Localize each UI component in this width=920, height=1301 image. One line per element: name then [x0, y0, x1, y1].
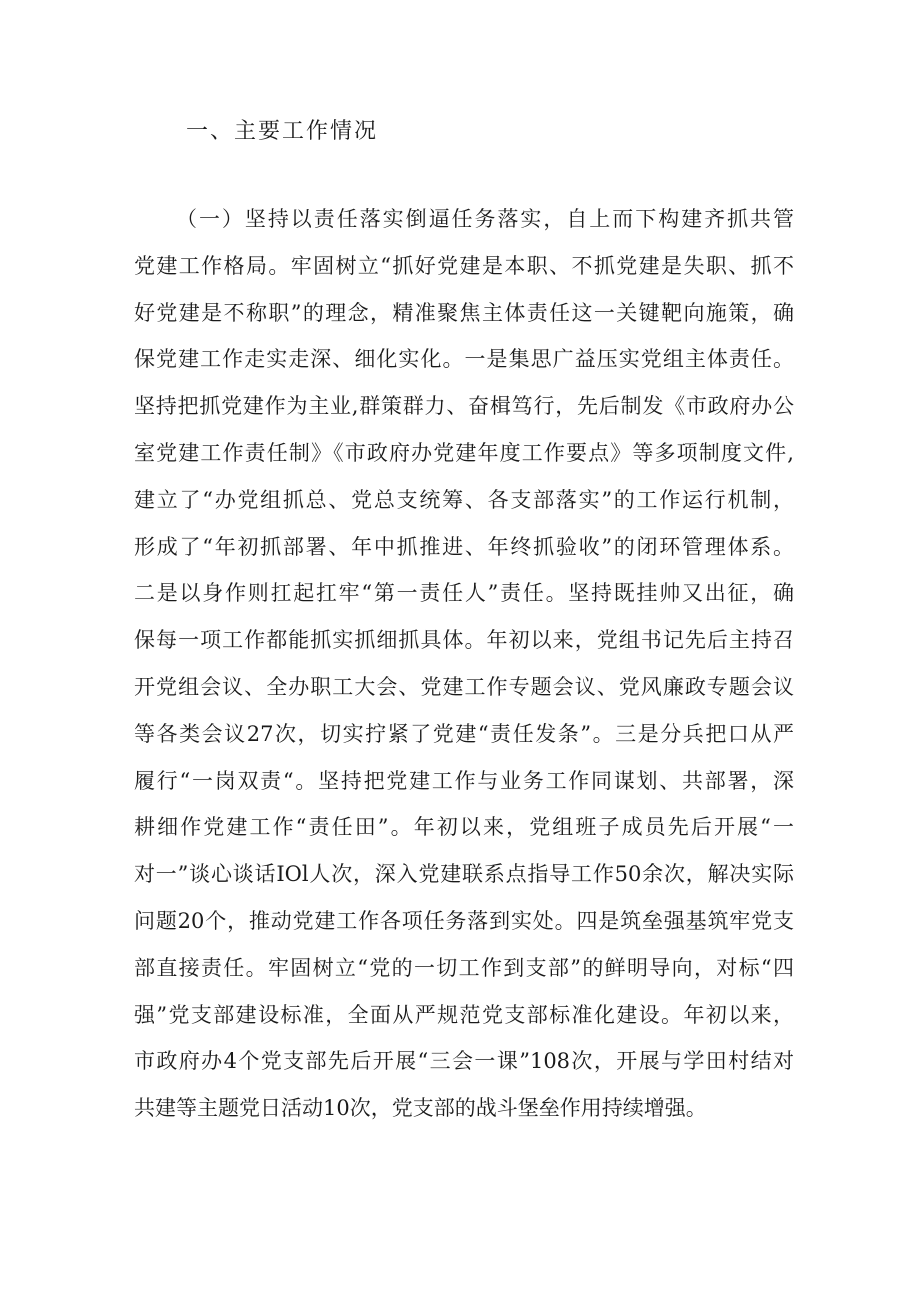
paragraph-line: 二是以身作则扛起扛牢“第一责任人”责任。坚持既挂帅又出征，确: [134, 581, 794, 606]
paragraph-line: 问题20个，推动党建工作各项任务落到实处。四是筑垒强基筑牢党支: [134, 908, 794, 933]
paragraph-line: 对一”谈心谈话IOl人次，深入党建联系点指导工作50余次，解决实际: [134, 862, 794, 887]
paragraph-line: 开党组会议、全办职工大会、党建工作专题会议、党风廉政专题会议: [134, 674, 794, 699]
paragraph-body: [134, 196, 794, 1132]
paragraph-line: 党建工作格局。牢固树立“抓好党建是本职、不抓党建是失职、抓不: [134, 253, 794, 278]
paragraph-line: 市政府办4个党支部先后开展“三会一课”108次，开展与学田村结对: [134, 1049, 794, 1074]
paragraph-line: 室党建工作责任制》《市政府办党建年度工作要点》等多项制度文件,: [134, 440, 794, 465]
paragraph-line: 坚持把抓党建作为主业,群策群力、奋楫笃行，先后制发《市政府办公: [134, 394, 794, 419]
paragraph-line: 形成了“年初抓部署、年中抓推进、年终抓验收”的闭环管理体系。: [134, 534, 794, 559]
paragraph-line: 履行“一岗双责“。坚持把党建工作与业务工作同谋划、共部署，深: [134, 768, 794, 793]
paragraph-line: 部直接责任。牢固树立“党的一切工作到支部”的鲜明导向，对标“四: [134, 955, 794, 980]
paragraph-line: 保每一项工作都能抓实抓细抓具体。年初以来，党组书记先后主持召: [134, 628, 794, 653]
paragraph-line: 强”党支部建设标准，全面从严规范党支部标准化建设。年初以来，: [134, 1002, 794, 1027]
paragraph-line: 好党建是不称职”的理念，精准聚焦主体责任这一关键靶向施策，确: [134, 300, 794, 325]
paragraph-line: 共建等主题党日活动10次，党支部的战斗堡垒作用持续增强。: [134, 1096, 707, 1121]
section-heading: 一、主要工作情况: [186, 119, 379, 144]
paragraph-line: 保党建工作走实走深、细化实化。一是集思广益压实党组主体责任。: [134, 347, 794, 372]
paragraph-line: 建立了“办党组抓总、党总支统筹、各支部落实”的工作运行机制，: [134, 487, 794, 512]
paragraph-line: （一）坚持以责任落实倒逼任务落实，自上而下构建齐抓共管: [176, 207, 794, 231]
paragraph-line: 耕细作党建工作“责任田”。年初以来，党组班子成员先后开展“一: [134, 815, 794, 840]
paragraph-line: 等各类会议27次，切实拧紧了党建“责任发条”。三是分兵把口从严: [134, 721, 794, 746]
